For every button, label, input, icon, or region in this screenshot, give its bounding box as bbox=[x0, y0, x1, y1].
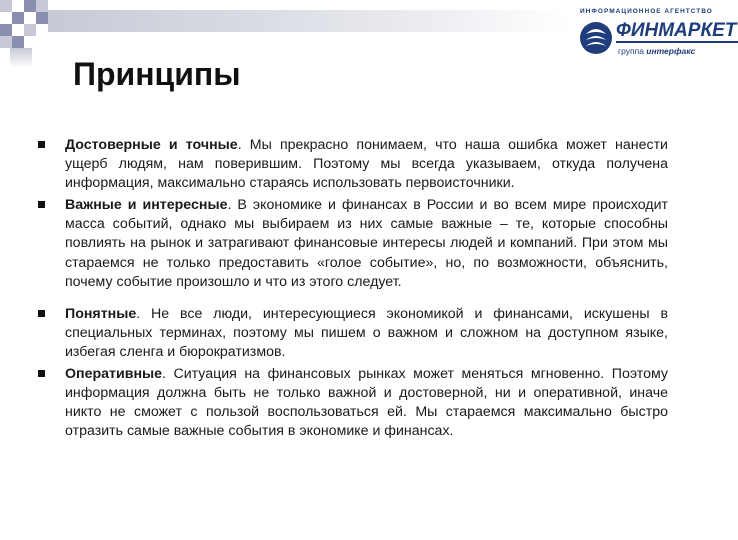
bullet-heading: Достоверные и точные bbox=[65, 137, 238, 153]
finmarket-logo bbox=[574, 8, 737, 64]
bullet-heading: Важные и интересные bbox=[65, 197, 228, 214]
bullet-square-icon bbox=[38, 370, 45, 377]
list-item bbox=[36, 136, 668, 193]
list-item bbox=[36, 305, 668, 362]
principles-list bbox=[36, 136, 668, 444]
logo-group-brand: интерфакс bbox=[646, 46, 696, 56]
header-gradient-band bbox=[48, 10, 568, 32]
bullet-text: . В экономике и финансах в России и во всем мире происходит масса событий, однако мы выбираем из них самые важные – те, которые способны повлиять на рынок и затрагивают финансовые интересы людей и компаний. При этом мы стараемся не только предоставить «голое событие», но, по возможности, объяснить, почему событие произошло и что из этого следует. bbox=[65, 197, 668, 290]
bullet-heading: Оперативные bbox=[65, 366, 163, 383]
list-item bbox=[36, 365, 668, 441]
bullet-square-icon bbox=[38, 310, 45, 317]
bullet-square-icon bbox=[38, 141, 45, 148]
logo-group-line bbox=[618, 46, 695, 56]
finmarket-emblem-icon bbox=[578, 20, 614, 56]
bullet-text: . Не все люди, интересующиеся экономикой и финансами, искушены в специальных терминах, поэтому мы пишем о важном и сложном на доступном языке, избегая сленга и бюрократизмов. bbox=[65, 305, 668, 360]
logo-name: ФИНМАРКЕТ bbox=[616, 20, 737, 41]
page-title: Принципы bbox=[73, 56, 241, 92]
logo-agency-label: ИНФОРМАЦИОННОЕ АГЕНТСТВО bbox=[580, 8, 713, 15]
bullet-text: . Мы прекрасно понимаем, что наша ошибка может нанести ущерб людям, нам поверившим. Поэтому мы всегда указываем, откуда получена информация, максимально стараясь использовать первоисточники. bbox=[65, 137, 668, 192]
side-gradient-band bbox=[10, 48, 32, 68]
bullet-heading: Понятные bbox=[65, 305, 137, 322]
list-item bbox=[36, 196, 668, 291]
bullet-square-icon bbox=[38, 201, 45, 208]
bullet-text: . Ситуация на финансовых рынках может меняться мгновенно. Поэтому информация должна быть не только важной и достоверной, ни и оперативной, иначе никто не сможет с пользой воспользоваться ей. Мы стараемся максимально быстро отразить самые важные события в экономике и финансах. bbox=[65, 366, 668, 440]
logo-group-prefix: группа bbox=[618, 46, 647, 56]
